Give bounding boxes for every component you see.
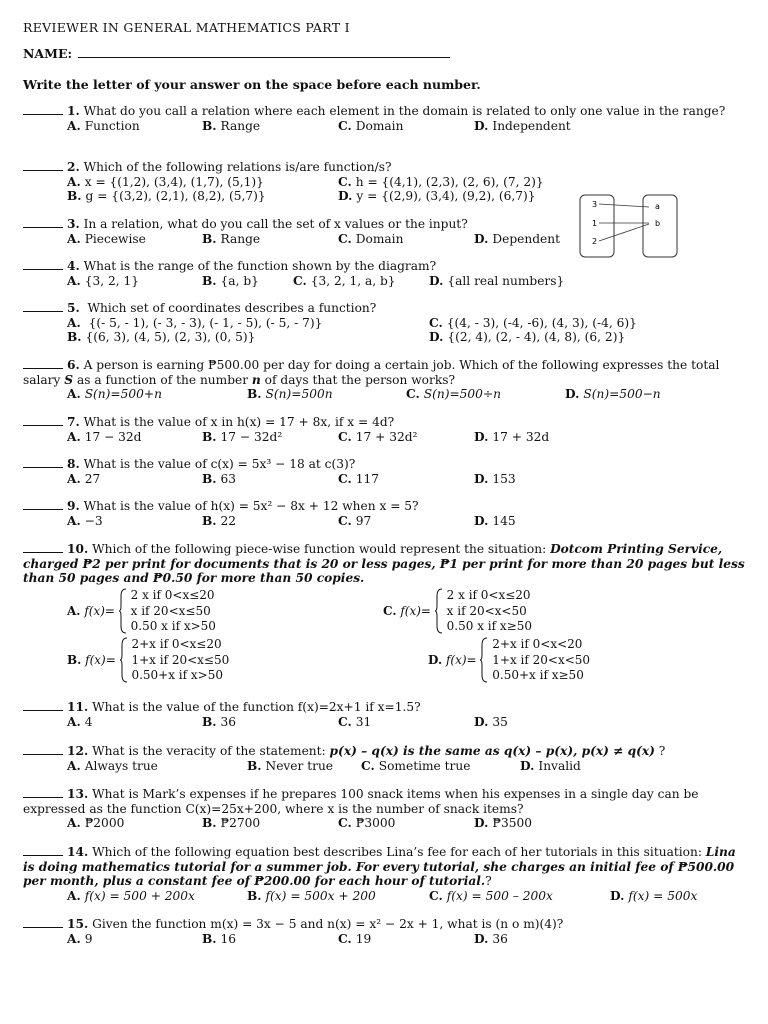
- answer-blank[interactable]: [23, 457, 63, 468]
- name-label: NAME:: [23, 46, 73, 61]
- option-d: D. f(x) = 500x: [610, 888, 698, 903]
- option-a: A. Function: [67, 118, 140, 133]
- option-d: D. ₱3500: [474, 816, 533, 830]
- domain-value: 3: [592, 200, 598, 209]
- option-d: D. S(n)=500−n: [565, 387, 661, 401]
- option-d: D. Independent: [474, 118, 571, 133]
- option-c: C. Sometime true: [361, 758, 471, 773]
- option-b: B. {(6, 3), (4, 5), (2, 3), (0, 5)}: [67, 330, 256, 344]
- option-d: D. 17 + 32d: [474, 429, 550, 444]
- question-text: What is the value of the function f(x)=2x+1 if x=1.5?: [92, 700, 421, 714]
- answer-blank[interactable]: [23, 917, 63, 928]
- option-a: A. Piecewise: [67, 231, 146, 246]
- answer-blank[interactable]: [23, 744, 63, 755]
- question-text: Which of the following relations is/are function/s?: [83, 160, 392, 174]
- option-b: B. Range: [202, 118, 261, 133]
- question-2: 2. Which of the following relations is/are function/s? A. x = {(1,2), (3,4), (1,7), (5,1)} C. h = {(4,1), (2,3), (2, 6), (7, 2)} B. g = {(3,2), (2,1), (8,2), (5,7)} D. y = {(2,9), (3,4), (9,2), (6,7)}: [23, 160, 745, 204]
- question-3: 3. In a relation, what do you call the set of x values or the input? A. Piecewise B. Range C. Domain D. Dependent: [23, 217, 745, 246]
- option-a: A. x = {(1,2), (3,4), (1,7), (5,1)}: [67, 174, 264, 189]
- name-blank-line[interactable]: [78, 46, 450, 58]
- option-b: B. S(n)=500n: [247, 387, 333, 401]
- option-c: C. Domain: [338, 118, 404, 133]
- option-c: C. h = {(4,1), (2,3), (2, 6), (7, 2)}: [338, 174, 544, 189]
- option-c: C. f(x) = 500 – 200x: [429, 888, 553, 903]
- question-text: What is the value of x in h(x) = 17 + 8x, if x = 4d?: [83, 415, 395, 429]
- question-1: 1. What do you call a relation where each element in the domain is related to only one value in the range? A. Function B. Range C. Domain D. Independent: [23, 104, 745, 133]
- option-a: A. S(n)=500+n: [67, 387, 162, 401]
- option-d: D. 36: [474, 931, 508, 946]
- answer-blank[interactable]: [23, 217, 63, 228]
- option-a: A. 27: [67, 471, 101, 486]
- option-b: B. g = {(3,2), (2,1), (8,2), (5,7)}: [67, 189, 266, 203]
- range-value: b: [655, 219, 661, 228]
- question-text: What is the value of c(x) = 5x³ − 18 at c(3)?: [83, 457, 356, 471]
- option-b: B. f(x) = 500x + 200: [247, 888, 376, 903]
- question-text: What is Mark’s expenses if he prepares 100 snack items when his expenses in a single day can be expressed as the function C(x)=25x+200, where x is the number of snack items?: [23, 787, 699, 816]
- question-11: 11. What is the value of the function f(x)=2x+1 if x=1.5? A. 4 B. 36 C. 31 D. 35: [23, 700, 745, 729]
- option-b: B. Never true: [247, 758, 334, 773]
- question-8: 8. What is the value of c(x) = 5x³ − 18 at c(3)? A. 27 B. 63 C. 117 D. 153: [23, 457, 745, 486]
- question-text: What is the range of the function shown by the diagram?: [83, 259, 437, 273]
- option-d: D. Dependent: [474, 231, 560, 246]
- brace-icon: [120, 637, 128, 683]
- answer-blank[interactable]: [23, 160, 63, 171]
- question-12: 12. What is the veracity of the statement: p(x) – q(x) is the same as q(x) – p(x), p(x) ≠ q(x) ? A. Always true B. Never true C. Sometime true D. Invalid: [23, 744, 745, 773]
- brace-icon: [480, 637, 488, 683]
- option-d: D. 153: [474, 471, 516, 486]
- option-a: A. −3: [67, 513, 103, 528]
- answer-blank[interactable]: [23, 499, 63, 510]
- option-c: C. 19: [338, 931, 372, 946]
- option-c: C. 17 + 32d²: [338, 429, 418, 444]
- option-c: C. 117: [338, 471, 379, 486]
- answer-blank[interactable]: [23, 542, 63, 553]
- question-15: 15. Given the function m(x) = 3x − 5 and n(x) = x² − 2x + 1, what is (n o m)(4)? A. 9 B. 16 C. 19 D. 36: [23, 917, 745, 946]
- question-text: In a relation, what do you call the set of x values or the input?: [83, 217, 468, 231]
- answer-blank[interactable]: [23, 415, 63, 426]
- option-a: A. f(x) = 500 + 200x: [67, 888, 195, 903]
- domain-value: 2: [592, 237, 598, 246]
- option-c: C. f(x)= 2 x if 0<x≤20 x if 20<x<50 0.50 x if x≥50: [383, 588, 532, 633]
- question-4: 4. What is the range of the function shown by the diagram? A. {3, 2, 1} B. {a, b} C. {3, 2, 1, a, b} D. {all real numbers}: [23, 259, 745, 288]
- option-c: C. {(4, - 3), (-4, -6), (4, 3), (-4, 6)}: [429, 315, 637, 330]
- option-b: B. Range: [202, 231, 261, 246]
- option-c: C. Domain: [338, 231, 404, 246]
- option-a: A. 4: [67, 714, 93, 729]
- option-a: A. f(x)= 2 x if 0<x≤20 x if 20<x≤50 0.50 x if x>50: [67, 588, 216, 633]
- option-a: A. {(- 5, - 1), (- 3, - 3), (- 1, - 5), (- 5, - 7)}: [67, 315, 323, 330]
- option-b: B. 16: [202, 931, 237, 946]
- range-value: a: [655, 202, 660, 211]
- question-10: 10. Which of the following piece-wise function would represent the situation: Dotcom Printing Service, charged ₱2 per print for documents that is 20 or less pages, ₱1 per print for more than 20 pages but less than 50 pages and ₱0.50 for more than 50 copies.: [23, 542, 745, 585]
- option-c: C. 97: [338, 513, 372, 528]
- question-13: 13. What is Mark’s expenses if he prepares 100 snack items when his expenses in a single day can be expressed as the function C(x)=25x+200, where x is the number of snack items? A. ₱2000 B. ₱2700 C. ₱3000 D. ₱3500: [23, 787, 699, 830]
- mapping-arrow: [599, 204, 649, 207]
- question-text: Given the function m(x) = 3x − 5 and n(x) = x² − 2x + 1, what is (n o m)(4)?: [92, 917, 564, 931]
- worksheet-title: REVIEWER IN GENERAL MATHEMATICS PART I: [23, 20, 350, 35]
- answer-blank[interactable]: [23, 358, 63, 369]
- brace-icon: [119, 588, 127, 634]
- option-b: B. {a, b}: [202, 273, 259, 288]
- option-d: D. 35: [474, 714, 508, 729]
- question-9: 9. What is the value of h(x) = 5x² − 8x + 12 when x = 5? A. −3 B. 22 C. 97 D. 145: [23, 499, 745, 528]
- answer-blank[interactable]: [23, 301, 63, 312]
- option-d: D. 145: [474, 513, 516, 528]
- answer-blank[interactable]: [23, 259, 63, 270]
- option-a: A. Always true: [67, 758, 158, 773]
- option-b: B. f(x)= 2+x if 0<x≤20 1+x if 20<x≤50 0.50+x if x>50: [67, 637, 230, 682]
- option-b: B. 22: [202, 513, 237, 528]
- answer-blank[interactable]: [23, 845, 63, 856]
- question-7: 7. What is the value of x in h(x) = 17 + 8x, if x = 4d? A. 17 − 32d B. 17 − 32d² C. 17 + 32d² D. 17 + 32d: [23, 415, 745, 444]
- option-d: D. y = {(2,9), (3,4), (9,2), (6,7)}: [338, 189, 536, 203]
- option-c: C. {3, 2, 1, a, b}: [293, 273, 396, 288]
- answer-blank[interactable]: [23, 787, 63, 798]
- option-c: C. S(n)=500÷n: [406, 387, 501, 401]
- option-b: B. 17 − 32d²: [202, 429, 283, 444]
- option-a: A. 9: [67, 931, 93, 946]
- question-text: Which set of coordinates describes a function?: [87, 301, 377, 315]
- question-5: 5. Which set of coordinates describes a function? A. {(- 5, - 1), (- 3, - 3), (- 1, - 5), (- 5, - 7)} C. {(4, - 3), (-4, -6), (4, 3), (-4, 6)} B. {(6, 3), (4, 5), (2, 3), (0, 5)} D. {(2, 4), (2, - 4), (4, 8), (6, 2)}: [23, 301, 745, 345]
- question-14: 14. Which of the following equation best describes Lina’s fee for each of her tutorials in this situation: Lina is doing mathematics tutorial for a summer job. For every tutorial, she charges an initial fee of ₱500.00 per month, plus a constant fee of ₱200.00 for each hour of tutorial.? A. f(x) = 500 + 200x B. f(x) = 500x + 200 C. f(x) = 500 – 200x D. f(x) = 500x: [23, 845, 736, 903]
- option-b: B. ₱2700: [202, 816, 261, 830]
- option-c: C. 31: [338, 714, 372, 729]
- name-field-row: [23, 46, 450, 61]
- option-a: A. {3, 2, 1}: [67, 273, 139, 288]
- answer-blank[interactable]: [23, 104, 63, 115]
- instructions: Write the letter of your answer on the space before each number.: [23, 77, 481, 92]
- option-d: D. {(2, 4), (2, - 4), (4, 8), (6, 2)}: [429, 330, 626, 344]
- question-6: 6. A person is earning ₱500.00 per day for doing a certain job. Which of the following expresses the total salary S as a function of the number n of days that the person works? A. S(n)=500+n B. S(n)=500n C. S(n)=500÷n D. S(n)=500−n: [23, 358, 720, 401]
- answer-blank[interactable]: [23, 700, 63, 711]
- option-d: D. Invalid: [520, 758, 581, 773]
- question-text: What is the value of h(x) = 5x² − 8x + 12 when x = 5?: [83, 499, 419, 513]
- option-c: C. ₱3000: [338, 816, 396, 830]
- option-d: D. f(x)= 2+x if 0<x<20 1+x if 20<x<50 0.50+x if x≥50: [428, 637, 591, 682]
- brace-icon: [435, 588, 443, 634]
- option-b: B. 63: [202, 471, 237, 486]
- option-b: B. 36: [202, 714, 237, 729]
- option-a: A. ₱2000: [67, 816, 125, 830]
- option-d: D. {all real numbers}: [429, 273, 565, 288]
- domain-value: 1: [592, 219, 598, 228]
- option-a: A. 17 − 32d: [67, 429, 142, 444]
- question-text: What do you call a relation where each element in the domain is related to only one value in the range?: [83, 104, 726, 118]
